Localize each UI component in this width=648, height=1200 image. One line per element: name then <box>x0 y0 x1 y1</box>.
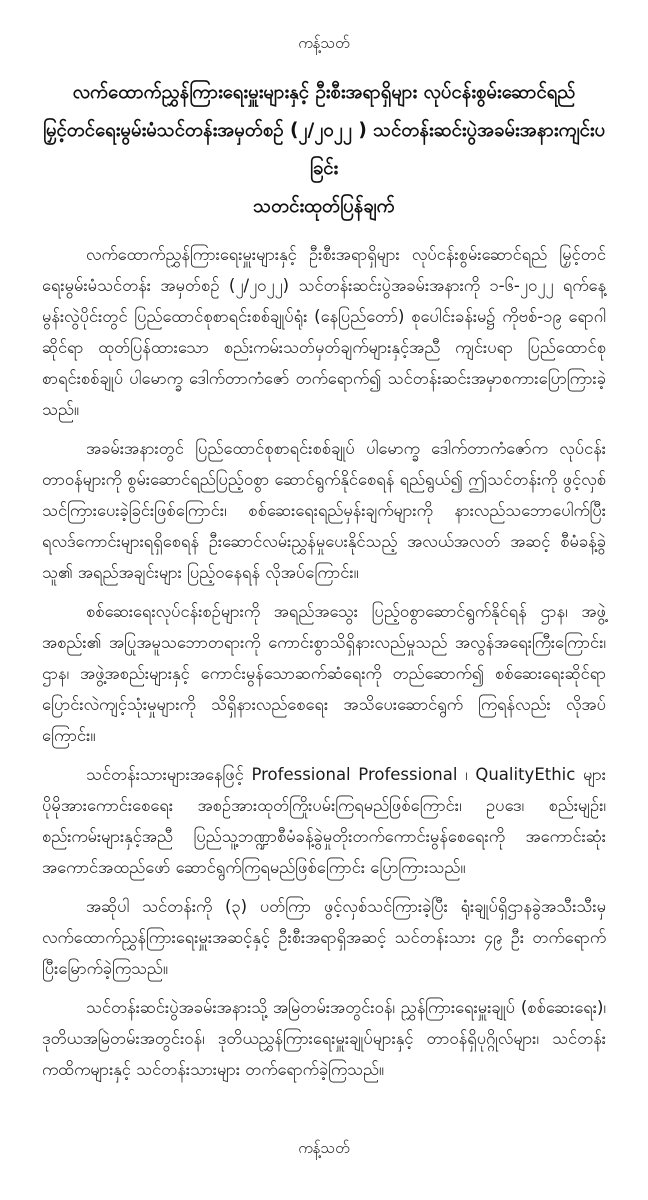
title-line-3: သတင်းထုတ်ပြန်ချက် <box>253 196 395 217</box>
paragraph-2: အခမ်းအနားတွင် ပြည်ထောင်စုစာရင်းစစ်ချုပ် ပါမောက္ခ ဒေါက်တာကံဇော်က လုပ်ငန်းတာဝန်များကို စွမ်းဆောင်ရည်ပြည့်ဝစွာ ဆောင်ရွက်နိုင်စေရန် ရည်ရွယ်၍ ဤသင်တန်းကို ဖွင့်လှစ်သင်ကြားပေးခဲ့ခြင်းဖြစ်ကြောင်း၊ စစ်ဆေးရေးရည်မှန်းချက်များကို နားလည်သဘောပေါက်ပြီး ရလဒ်ကောင်းများရရှိစေရန် ဦးဆောင်လမ်းညွှန်မှုပေးနိုင်သည့် အလယ်အလတ် အဆင့် စီမံခန့်ခွဲသူ၏ အရည်အချင်းများ ပြည့်ဝနေရန် လိုအပ်ကြောင်း။ <box>42 439 606 582</box>
title-line-2: မြှင့်တင်ရေးမွမ်းမံသင်တန်းအမှတ်စဉ် (၂/၂၀၂၂ ) သင်တန်းဆင်းပွဲအခမ်းအနားကျင်းပခြင်း <box>42 120 606 179</box>
paragraph-1: လက်ထောက်ညွှန်ကြားရေးမှူးများနှင့် ဦးစီးအရာရှိများ လုပ်ငန်းစွမ်းဆောင်ရည် မြှင့်တင်ရေးမွမ်းမံသင်တန်း အမှတ်စဉ် (၂/၂၀၂၂) သင်တန်းဆင်းပွဲအခမ်းအနားကို ၁-၆-၂၀၂၂ ရက်နေ့ မွန်းလွဲပိုင်းတွင် ပြည်ထောင်စုစာရင်းစစ်ချုပ်ရုံး (နေပြည်တော်) စုပေါင်းခန်းမ၌ ကိုဗစ်-၁၉ ရောဂါဆိုင်ရာ ထုတ်ပြန်ထားသော စည်းကမ်းသတ်မှတ်ချက်များနှင့်အညီ ကျင်းပရာ ပြည်ထောင်စုစာရင်းစစ်ချုပ် ပါမောက္ခ ဒေါက်တာကံဇော် တက်ရောက်၍ သင်တန်းဆင်းအမှာစကားပြောကြားခဲ့သည်။ <box>42 245 606 419</box>
classification-footer: ကန့်သတ် <box>298 1139 350 1157</box>
classification-header: ကန့်သတ် <box>298 34 350 52</box>
paragraph-4: သင်တန်းသားများအနေဖြင့် Professional Professional ၊ QualityEthic များ ပိုမိုအားကောင်းစေရေး အစဉ်အားထုတ်ကြိုးပမ်းကြရမည်ဖြစ်ကြောင်း၊ ဥပဒေ၊ စည်းမျဉ်း၊ စည်းကမ်းများနှင့်အညီ ပြည်သူ့ဘဏ္ဍာစီမံခန့်ခွဲမှုတိုးတက်ကောင်းမွန်စေရေးကို အကောင်းဆုံး အကောင်အထည်ဖော် ဆောင်ရွက်ကြရမည်ဖြစ်ကြောင်း ပြောကြားသည်။ <box>42 765 606 877</box>
paragraph-6: သင်တန်းဆင်းပွဲအခမ်းအနားသို့ အမြဲတမ်းအတွင်းဝန်၊ ညွှန်ကြားရေးမှူးချုပ် (စစ်ဆေးရေး)၊ ဒုတိယအမြဲတမ်းအတွင်းဝန်၊ ဒုတိယညွှန်ကြားရေးမှူးချုပ်များနှင့် တာဝန်ရှိပုဂ္ဂိုလ်များ၊ သင်တန်းကထိကများနှင့် သင်တန်းသားများ တက်ရောက်ခဲ့ကြသည်။ <box>42 998 606 1079</box>
paragraph-3: စစ်ဆေးရေးလုပ်ငန်းစဉ်များကို အရည်အသွေး ပြည့်ဝစွာဆောင်ရွက်နိုင်ရန် ဌာန၊ အဖွဲ့အစည်း၏ အပြုအမူသဘောတရားကို ကောင်းစွာသိရှိနားလည်မှုသည် အလွန်အရေးကြီးကြောင်း၊ ဌာန၊ အဖွဲ့အစည်းများနှင့် ကောင်းမွန်သောဆက်ဆံရေးကို တည်ဆောက်၍ စစ်ဆေးရေးဆိုင်ရာ ပြောင်းလဲကျင့်သုံးမှုများကို သိရှိနားလည်စေရေး အသိပေးဆောင်ရွက် ကြရန်လည်း လိုအပ်ကြောင်း။ <box>42 602 606 745</box>
paragraph-5: အဆိုပါ သင်တန်းကို (၃) ပတ်ကြာ ဖွင့်လှစ်သင်ကြားခဲ့ပြီး ရုံးချုပ်ရှိဌာနခွဲအသီးသီးမှ လက်ထောက်ညွှန်ကြားရေးမှူးအဆင့်နှင့် ဦးစီးအရာရှိအဆင့် သင်တန်းသား ၄၉ ဦး တက်ရောက်ပြီးမြောက်ခဲ့ကြသည်။ <box>42 897 606 978</box>
document-body <box>42 239 606 1085</box>
title-line-1: လက်ထောက်ညွှန်ကြားရေးမှူးများနှင့် ဦးစီးအရာရှိများ လုပ်ငန်းစွမ်းဆောင်ရည် <box>72 82 576 103</box>
document-title <box>36 74 612 226</box>
